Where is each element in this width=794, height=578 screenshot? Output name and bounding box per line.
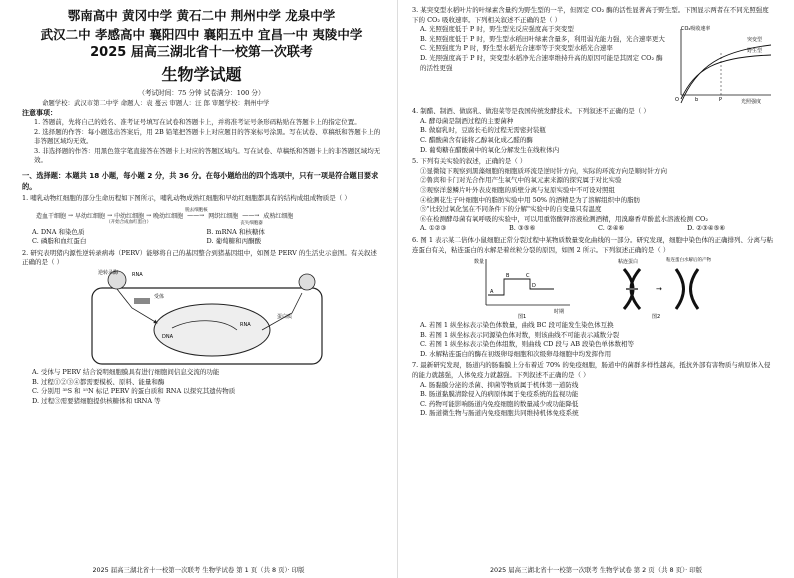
option-d[interactable]: D. 肠道微生物与肠道内免疫细胞共同维持机体免疫系统	[420, 409, 579, 418]
exam-title: 2025 届高三湖北省十一校第一次联考	[90, 45, 313, 60]
figure-2	[604, 255, 714, 319]
fig2-label-products: 粘连蛋白水解后的产物	[666, 258, 711, 264]
option-c[interactable]: C. ②④⑥	[598, 224, 625, 233]
option-d[interactable]: D. ②③④⑤⑥	[687, 224, 726, 233]
q6-stem: 6. 图 1 表示某二倍体小鼠细胞正常分裂过程中某物质数量变化曲线的一部分。研究发现，细胞中染色体的正确排列、分离与粘连蛋白有关，粘连蛋白的水解是着丝粒分裂的原因，如图 2 所示。下列叙述正确的是（ ）	[412, 235, 774, 254]
option-a[interactable]: A. 若图 1 纵坐标表示染色体数量，曲线 BC 段可能发生染色体互换	[420, 321, 614, 330]
fig1-curve	[488, 279, 554, 295]
label-reverse-transcriptase: 逆转录酶	[98, 269, 119, 276]
q5-stem: 5. 下列有关实验的叙述，正确的是（ ）	[412, 157, 527, 166]
fig1-point-b: B	[506, 273, 510, 280]
option-a[interactable]: A. DNA 和染色质	[32, 227, 85, 236]
flow-step: 早幼红细胞	[75, 213, 106, 221]
perv-lifecycle-diagram	[22, 268, 381, 368]
flow-note: （开始合成血红蛋白）	[106, 220, 152, 226]
statement-1: ①显微镜下观察到黑藻细胞的细胞质环流是逆时针方向，实际的环流方向是顺时针方向	[420, 166, 667, 175]
flow-step: 中幼红细胞	[114, 213, 145, 221]
option-d[interactable]: D. 葡萄糖和丙酮酸	[206, 237, 262, 246]
option-b[interactable]: B. 若图 1 纵坐标表示同源染色体对数，则该曲线不可能表示减数分裂	[420, 330, 620, 339]
q6-figures	[412, 255, 776, 321]
option-d[interactable]: D. 过程③需要猪细胞提供核糖体和 tRNA 等	[32, 396, 161, 405]
q4-options	[412, 117, 776, 155]
option-b[interactable]: B. ③⑤⑥	[509, 224, 536, 233]
page-2	[397, 0, 794, 578]
option-a[interactable]: A. 酵母菌是制酒过程的主要菌种	[420, 116, 514, 125]
schools-line-1: 鄂南高中 黄冈中学 黄石二中 荆州中学 龙泉中学	[67, 8, 336, 23]
arrow: →	[656, 285, 662, 294]
proposers: 命题学校：武汉市第二中学 命题人：袁 蔓云 审题人：汪 郎 审题学校：荆州中学	[42, 99, 270, 107]
option-d[interactable]: D. 光照强度高于 P 时，突变型水稻净光合速率维持升高的原因可能是其固定 CO₂ 酶的活性更强	[420, 53, 663, 72]
label-receptor: 受体	[154, 293, 165, 300]
label-dna: DNA	[162, 333, 174, 340]
chart-xlabel: 光照强度	[741, 99, 762, 106]
fig1-point-d: D	[532, 283, 536, 290]
q3-stem: 3. 某突变型水稻叶片的叶绿素含量约为野生型的一半，但固定 CO₂ 酶的活性显著高于野生型。下图显示两者在不同光照强度下的 CO₂ 吸收速率。下列相关叙述不正确的是（ ）	[412, 6, 769, 24]
tick-o: O	[675, 97, 679, 104]
fig1-caption: 图1	[518, 314, 527, 320]
statement-4: ④检测花生子叶细胞中的脂肪实验中用 50% 的酒精是为了溶解组织中的脂肪	[420, 195, 641, 204]
option-b[interactable]: B. 做腐乳时，豆腐长毛的过程无需密封装瓶	[420, 126, 546, 135]
fig1-ylabel: 数量	[474, 259, 485, 266]
q5-items	[412, 167, 776, 225]
q7-stem: 7. 最新研究发现，肠道内的肠黏膜上分布着近 70% 的免疫细胞，肠道中的菌群多样性越高，抵抗外部有害物质与病原体入侵的能力就越强，人体免疫力就越强。下列叙述不正确的是（ ）	[412, 361, 771, 380]
label-rna-2: RNA	[240, 321, 251, 328]
option-a[interactable]: A. 光照强度低于 P 时，野生型光反应强度高于突变型	[420, 25, 574, 34]
q1-flow-diagram: 造血干细胞 → 早幼红细胞 → 中幼红细胞 （开始合成血红蛋白） → 晚幼红细胞 ——→ 脱去细胞核 网织红细胞 ——→ 丧失细胞器 成熟红细胞	[36, 208, 294, 227]
option-d[interactable]: D. 水解粘连蛋白的酶在初级卵母细胞和次级卵母细胞中均发挥作用	[420, 349, 612, 358]
q2-options	[22, 368, 381, 406]
option-b[interactable]: B. mRNA 和核糖体	[206, 227, 265, 236]
q2-stem: 2. 研究表明猪内源性逆转录病毒（PERV）能够将自己的基因整合到猪基因组中，如图是 PERV 的生活史示意图。有关叙述正确的是（ ）	[22, 248, 377, 267]
chromatid	[676, 269, 684, 309]
flow-note: 脱去细胞核	[185, 208, 208, 214]
note-3: 3. 非选择题的作答：用黑色签字笔直接答在答题卡上对应的答题区域内。写在试卷、草稿纸和答题卡上的非答题区域均无效。	[34, 146, 381, 165]
option-c[interactable]: C. 醋酸菌含有能将乙醇氧化成乙醛的酶	[420, 135, 533, 144]
q4-stem: 4. 制醋、制酒、做腐乳、做泡菜等是我国传统发酵技术。下列叙述不正确的是（ ）	[412, 107, 650, 116]
figure-1	[474, 255, 574, 319]
flow-note: 丧失细胞器	[240, 221, 263, 227]
option-a[interactable]: A. 肠黏膜分泌的杀菌、抑菌等物质属于机体第一道防线	[420, 380, 579, 389]
notes-title: 注意事项：	[22, 109, 57, 117]
exam-info: （考试时间：75 分钟 试卷满分：100 分）	[138, 89, 265, 97]
tick-b: b	[695, 97, 699, 104]
fig1-xlabel: 时期	[554, 309, 565, 316]
statement-3: ③观察洋葱鳞片叶外表皮细胞的质壁分离与复原实验中不可设对照组	[420, 185, 615, 194]
flow-step: 网织红细胞	[208, 213, 239, 221]
chromatid	[691, 269, 699, 309]
option-a[interactable]: A. 受体与 PERV 结合说明细胞膜具有进行细胞间信息交流的功能	[32, 367, 220, 376]
flow-step: 成熟红细胞	[263, 213, 294, 221]
page-footer: 2025 届高三湖北省十一校第一次联考 生物学试卷 第 2 页（共 8 页）· 印版	[489, 566, 703, 574]
fig2-label-cohesin: 粘连蛋白	[618, 259, 639, 266]
q1-options	[22, 228, 381, 247]
chart-ylabel: CO₂吸收速率	[681, 26, 711, 33]
fig1-point-a: A	[490, 289, 494, 296]
tick-p: P	[719, 97, 723, 104]
statement-5: ⑤"比较过氧化氢在不同条件下的分解"实验中的自变量只有温度	[420, 205, 602, 214]
statement-6: ⑥在检测酵母菌有氧呼吸的实验中，可以用重铬酸钾溶液检测酒精，用溴麝香草酚蓝水溶液检测 CO₂	[420, 214, 708, 223]
q1-stem: 1. 哺乳动物红细胞的部分生命历程如下图所示，哺乳动物成熟红细胞和早幼红细胞都具有的结构成组成物质是（ ）	[22, 193, 351, 202]
co2-absorption-chart	[667, 25, 775, 105]
q3-options	[412, 25, 667, 105]
fig2-caption: 图2	[652, 314, 661, 320]
option-b[interactable]: B. 光照强度低于 P 时，野生型水稻田叶绿素含量多，利用弱光能力强，光合速率更大	[420, 34, 665, 43]
statement-2: ②鲁宾和卡门对光合作用产生氧气中的氧元素来源的探究属于对比实验	[420, 176, 622, 185]
q7-options	[412, 381, 776, 419]
flow-step: 造血干细胞	[36, 213, 67, 221]
option-c[interactable]: C. 若图 1 纵坐标表示染色体组数，则曲线 CD 段与 AB 段染色单体数相等	[420, 340, 635, 349]
option-b[interactable]: B. 过程①②③④都需要模板、原料、能量和酶	[32, 377, 165, 386]
option-b[interactable]: B. 肠道黏膜清除侵入的病原体属于免疫系统的监视功能	[420, 390, 579, 399]
flow-step: 晚幼红细胞	[153, 213, 184, 221]
legend-wildtype: 野生型	[747, 48, 763, 55]
q5-options	[412, 224, 776, 234]
option-c[interactable]: C. 药物可能影响肠道内免疫细胞的数量减少或功能降低	[420, 399, 579, 408]
option-c[interactable]: C. 磷脂和血红蛋白	[32, 237, 87, 246]
note-2: 2. 选择题的作答：每小题选出答案后，用 2B 铅笔把答题卡上对应题目的答案标号涂黑。写在试卷、草稿纸和答题卡上的非答题区域均无效。	[34, 127, 381, 146]
section-title: 一、选择题：本题共 18 小题，每小题 2 分，共 36 分。在每小题给出的四个选项中，只有一项是符合题目要求的。	[22, 170, 379, 191]
option-d[interactable]: D. 葡萄糖在醋酸菌中的氧化分解发生在线粒体内	[420, 145, 560, 154]
schools-line-2: 武汉二中 孝感高中 襄阳四中 襄阳五中 宜昌一中 夷陵中学	[40, 27, 363, 42]
q6-options	[412, 321, 776, 359]
label-rna: RNA	[132, 271, 143, 278]
fig1-point-c: C	[526, 273, 530, 280]
label-protein: 蛋白质	[277, 313, 293, 320]
option-c[interactable]: C. 光照强度为 P 时，野生型水稻光合速率等于突变型水稻光合速率	[420, 44, 613, 53]
subject-title: 生物学试题	[161, 65, 242, 84]
option-a[interactable]: A. ①②③	[420, 224, 447, 233]
legend-mutant: 突变型	[747, 37, 763, 44]
note-1: 1. 答题前，先将自己的姓名、准考证号填写在试卷和答题卡上，并将准考证号条形码粘贴在答题卡上的指定位置。	[34, 118, 361, 126]
series-wildtype	[681, 55, 771, 99]
page-footer: 2025 届高三湖北省十一校第一次联考 生物学试卷 第 1 页（共 8 页）· 印版	[92, 566, 305, 574]
option-c[interactable]: C. 分别用 ³⁵S 和 ¹⁵N 标记 PERV 的蛋白质和 RNA 以探究其遗传物质	[32, 387, 236, 396]
